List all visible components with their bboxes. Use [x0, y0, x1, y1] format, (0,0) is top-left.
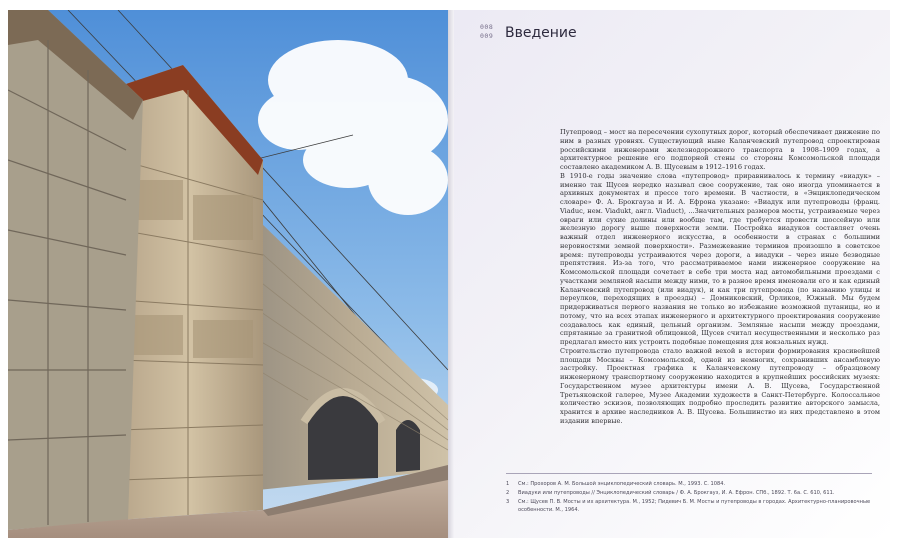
footnotes: [506, 473, 872, 515]
footnote-text: См.: Щусев П. В. Мосты и их архитектура. М., 1952; Пидевич Б. М. Мосты и путепроводы в городах. Архитектурно-планировочные особенности. М., 1964.: [518, 498, 871, 514]
right-page: [454, 10, 890, 538]
page-numbers: [480, 23, 493, 41]
paragraph: Путепровод – мост на пересечении сухопутных дорог, который обеспечивает движение по ним в разных уровнях. Существующий ныне Каланчевский путепровод спроектирован российскими инженерами железнодорожного транспорта в 1908–1909 годах, а архитектурное решение его подпорной стены со стороны Комсомольской площади составлено академиком А. В. Щусевым в 1912–1916 годах.: [560, 128, 880, 171]
body-text: [560, 128, 880, 426]
footnote-number: 1: [506, 481, 510, 487]
paragraph: В 1910-е годы значение слова «путепровод» приравнивалось к термину «виадук» – именно так Щусев нередко называл свое сооружение, так оно иногда упоминается в архивных документах и прессе того времени. В частности, в «Энциклопедическом словаре» Ф. А. Брокгауза и И. А. Ефрона указано: «Виадук или путепроводы (франц. Viaduc, нем. Viadukt, англ. Viaduct), ...Значительных размеров мосты, устраиваемые через овраги или сухие долины или вообще там, где требуется провести шоссейную или железную дорогу выше поверхности земли. Постройка виадуков составляет очень важный отдел инженерного искусства, в особенности в странах с большими неровностями земной поверхности». Размежевание терминов произошло в советское время: путепроводы устраиваются через дороги, а виадуки – через иные безводные препятствия. Из-за того, что рассматриваемое нами инженерное сооружение на Комсомольской площади сочетает в себе три моста над автомобильными проездами с участками земляной насыпи между ними, то в разное время именовали его и как единый Каланчевский путепровод (или виадук), и как три путепровода (по названию улицы и переулков, переходящих в проезды) – Домниковский, Орликов, Южный. Мы будем придерживаться первого названия не только во избежание возможной путаницы, но и потому, что на всех этапах инженерного и архитектурного проектирования сооружение создавалось как единый, цельный организм. Земляные насыпи между проездами, спрятанные за гранитной облицовкой, Щусев считал несущественными и несколько раз предлагал вместо них устроить подобные помещения для вокзальных нужд.: [560, 171, 880, 346]
footnote-number: 2: [506, 489, 510, 496]
footnote: [506, 498, 872, 516]
page-number-right: 009: [480, 32, 494, 40]
viaduct-photo-illustration: [8, 10, 448, 538]
footnote-text: Виадуки или путепроводы // Энциклопедический словарь / Ф. А. Брокгауз, И. А. Ефрон. СПб., 1892. Т. 6а. С. 610, 611.: [518, 489, 835, 496]
chapter-title: Введение: [505, 25, 577, 41]
footnote: [506, 480, 872, 489]
page-number-left: 008: [480, 23, 494, 31]
viaduct-photograph: [8, 10, 448, 538]
footnote-text: См.: Прохоров А. М. Большой энциклопедический словарь. М., 1993. С. 1084.: [518, 481, 726, 487]
footnote-number: 3: [506, 498, 510, 505]
paragraph: Строительство путепровода стало важной вехой в истории формирования красивейшей площади Москвы – Комсомольской, одной из немногих, сохранивших ансамблевую застройку. Проектная графика к Каланчевскому путепроводу – образцовому инженерному транспортному сооружению находится в крупнейших российских музеях: Государственном музее архитектуры имени А. В. Щусева, Государственной Третьяковской галерее, Музее Академии художеств в Санкт-Петербурге. Колоссальное количество эскизов, позволяющих подробно проследить развитие авторского замысла, хранится в архиве наследников А. В. Щусева. Большинство из них представлено в этом издании впервые.: [560, 346, 880, 425]
footnote: [506, 489, 872, 498]
